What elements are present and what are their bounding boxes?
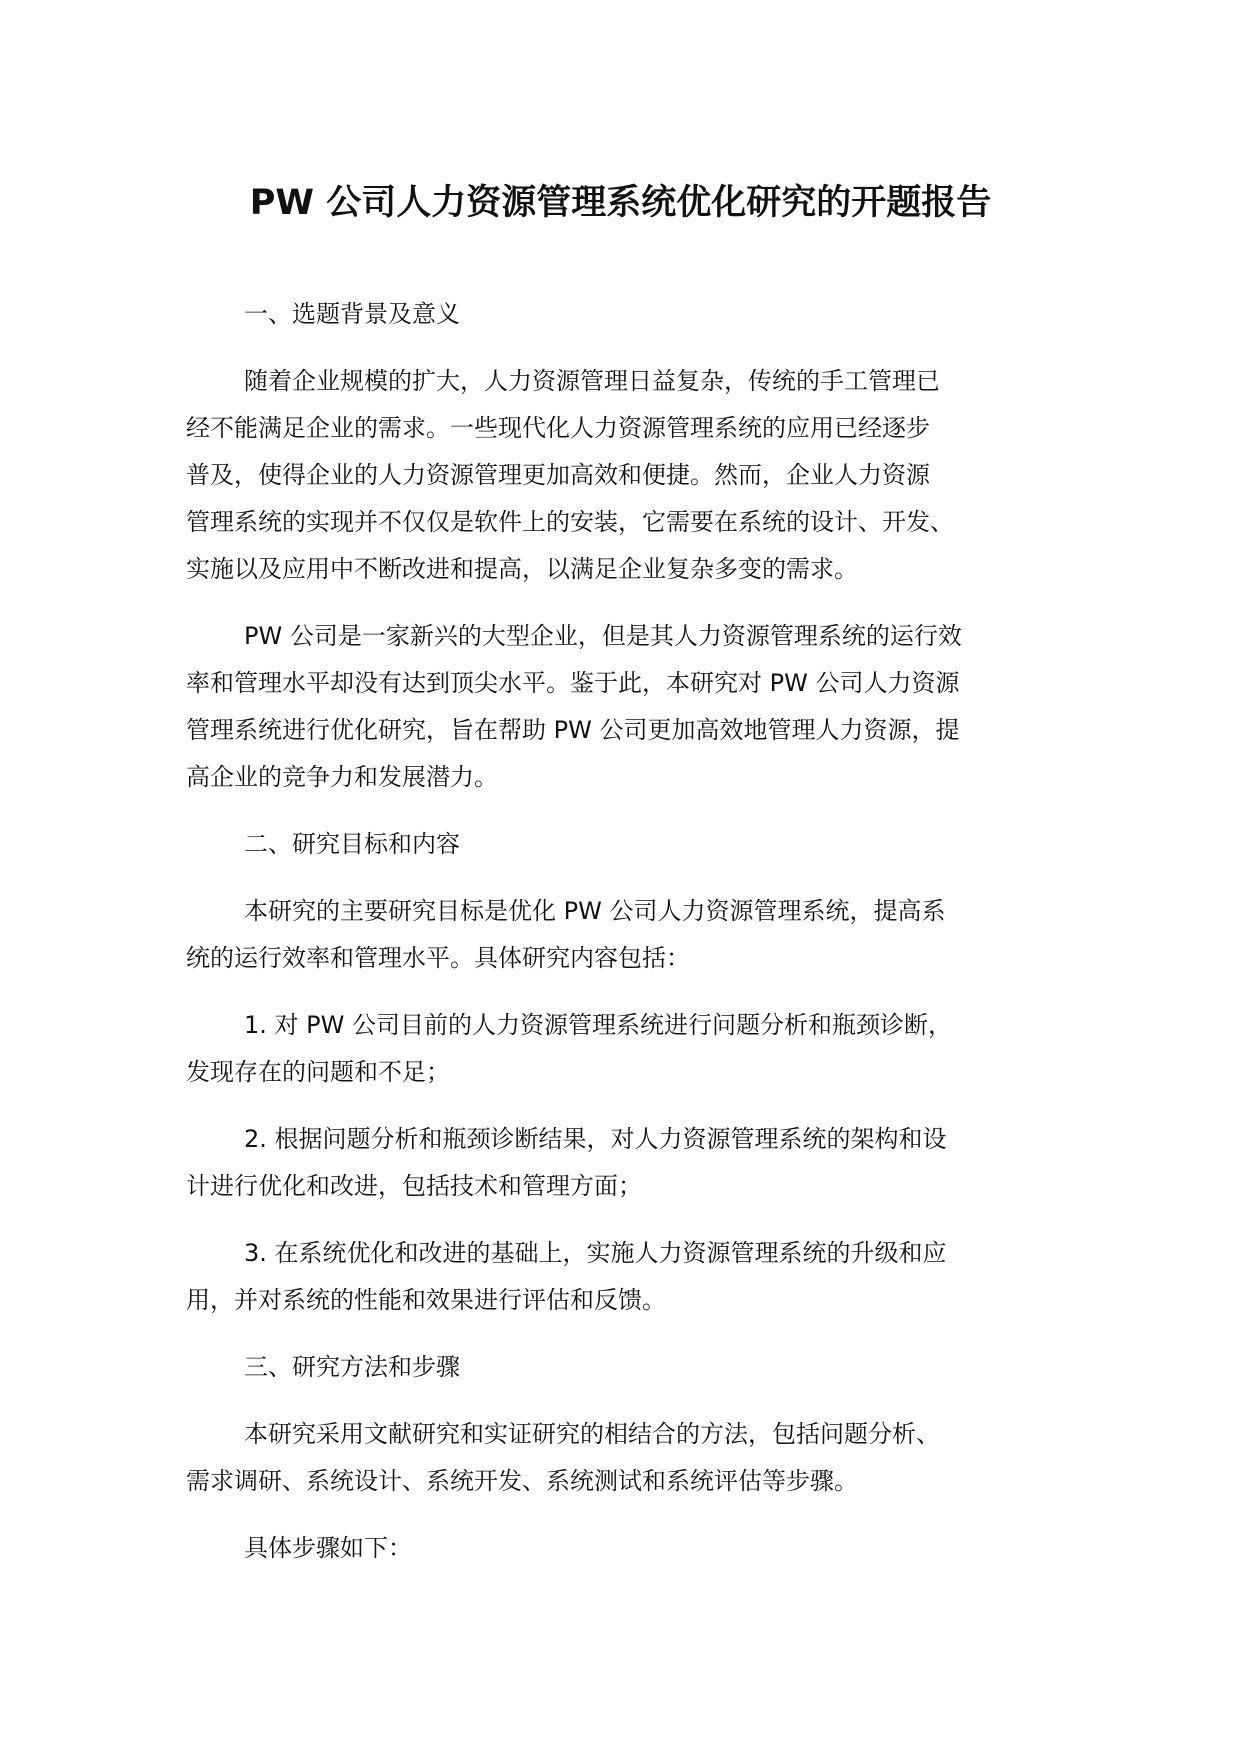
paragraph-line: 3. 在系统优化和改进的基础上，实施人力资源管理系统的升级和应 (244, 1239, 947, 1267)
paragraph-line: 需求调研、系统设计、系统开发、系统测试和系统评估等步骤。 (186, 1467, 858, 1495)
list-item (186, 1230, 1066, 1324)
paragraph-line: 经不能满足企业的需求。一些现代化人力资源管理系统的应用已经逐步 (186, 414, 930, 442)
paragraph-line: 发现存在的问题和不足； (186, 1058, 450, 1086)
paragraph-line: 普及，使得企业的人力资源管理更加高效和便捷。然而，企业人力资源 (186, 461, 930, 489)
list-item (186, 1116, 1066, 1210)
paragraph-line: 实施以及应用中不断改进和提高，以满足企业复杂多变的需求。 (186, 555, 858, 583)
section-heading-methods: 三、研究方法和步骤 (244, 1353, 460, 1381)
paragraph (186, 1411, 1066, 1505)
paragraph-line: 计进行优化和改进，包括技术和管理方面； (186, 1172, 642, 1200)
paragraph-line: PW 公司是一家新兴的大型企业，但是其人力资源管理系统的运行效 (244, 622, 962, 650)
paragraph (186, 613, 1066, 801)
paragraph-line: 1. 对 PW 公司目前的人力资源管理系统进行问题分析和瓶颈诊断， (244, 1011, 952, 1039)
paragraph-line: 本研究采用文献研究和实证研究的相结合的方法，包括问题分析、 (244, 1420, 940, 1448)
paragraph-line: 随着企业规模的扩大，人力资源管理日益复杂，传统的手工管理已 (244, 367, 940, 395)
paragraph-line: 2. 根据问题分析和瓶颈诊断结果，对人力资源管理系统的架构和设 (244, 1125, 947, 1153)
paragraph (186, 1525, 1066, 1572)
paragraph-line: 本研究的主要研究目标是优化 PW 公司人力资源管理系统，提高系 (244, 897, 946, 925)
section-heading-objectives: 二、研究目标和内容 (244, 830, 460, 858)
paragraph-line: 具体步骤如下： (244, 1534, 412, 1562)
list-item (186, 1002, 1066, 1096)
paragraph (186, 888, 1066, 982)
section-heading-background: 一、选题背景及意义 (244, 300, 460, 328)
document-body (186, 291, 1066, 1592)
paragraph (186, 358, 1066, 593)
paragraph-line: 率和管理水平却没有达到顶尖水平。鉴于此，本研究对 PW 公司人力资源 (186, 669, 960, 697)
paragraph-line: 统的运行效率和管理水平。具体研究内容包括： (186, 944, 690, 972)
paragraph-line: 管理系统进行优化研究，旨在帮助 PW 公司更加高效地管理人力资源，提 (186, 716, 960, 744)
paragraph-line: 管理系统的实现并不仅仅是软件上的安装，它需要在系统的设计、开发、 (186, 508, 954, 536)
paragraph-line: 用，并对系统的性能和效果进行评估和反馈。 (186, 1286, 666, 1314)
document-title: PW 公司人力资源管理系统优化研究的开题报告 (249, 183, 992, 223)
paragraph-line: 高企业的竞争力和发展潜力。 (186, 763, 498, 791)
